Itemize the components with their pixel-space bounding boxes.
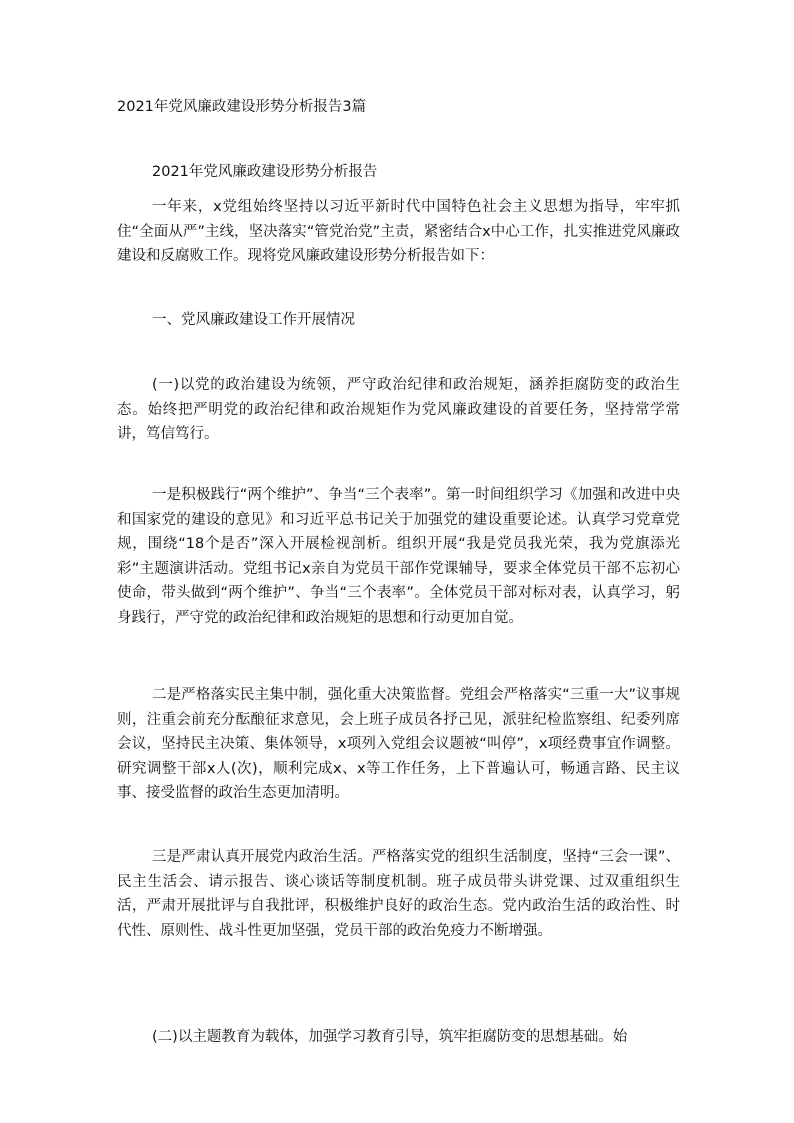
document-title: 2021年党风廉政建设形势分析报告3篇	[117, 99, 367, 115]
section-heading-1: 一、党风廉政建设工作开展情况	[152, 312, 355, 328]
subsection-2-paragraph: (二)以主题教育为载体，加强学习教育引导，筑牢拒腐防变的思想基础。始	[152, 1029, 628, 1045]
subsection-1-paragraph: (一)以党的政治建设为统领，严守政治纪律和政治规矩，涵养拒腐防变的政治生态。始终把严明党的政治纪律和政治规矩作为党风廉政建设的首要任务，坚持常学常讲，笃信笃行。	[117, 377, 680, 442]
point-2-paragraph: 二是严格落实民主集中制，强化重大决策监督。党组会严格落实“三重一大”议事规则，注重会前充分酝酿征求意见，会上班子成员各抒己见，派驻纪检监察组、纪委列席会议，坚持民主决策、集体领导，x项列入党组会议题被“叫停”，x项经费事宜作调整。研究调整干部x人(次)，顺利完成x、x等工作任务，上下普遍认可，畅通言路、民主议事、接受监督的政治生态更加清明。	[117, 687, 680, 801]
point-1-paragraph: 一是积极践行“两个维护”、争当“三个表率”。第一时间组织学习《加强和改进中央和国家党的建设的意见》和习近平总书记关于加强党的建设重要论述。认真学习党章党规，围绕“18个是否”深入开展检视剖析。组织开展“我是党员我光荣，我为党旗添光彩”主题演讲活动。党组书记x亲自为党员干部作党课辅导，要求全体党员干部不忘初心使命，带头做到“两个维护”、争当“三个表率”。全体党员干部对标对表，认真学习，躬身践行，严守党的政治纪律和政治规矩的思想和行动更加自觉。	[117, 487, 680, 626]
point-3-paragraph: 三是严肃认真开展党内政治生活。严格落实党的组织生活制度，坚持“三会一课”、民主生活会、请示报告、谈心谈话等制度机制。班子成员带头讲党课、过双重组织生活，严肃开展批评与自我批评，积极维护良好的政治生态。党内政治生活的政治性、时代性、原则性、战斗性更加坚强，党员干部的政治免疫力不断增强。	[117, 849, 680, 939]
report-title: 2021年党风廉政建设形势分析报告	[152, 164, 378, 180]
intro-paragraph: 一年来，x党组始终坚持以习近平新时代中国特色社会主义思想为指导，牢牢抓住“全面从严”主线，坚决落实“管党治党”主责，紧密结合x中心工作，扎实推进党风廉政建设和反腐败工作。现将党风廉政建设形势分析报告如下：	[117, 199, 680, 264]
